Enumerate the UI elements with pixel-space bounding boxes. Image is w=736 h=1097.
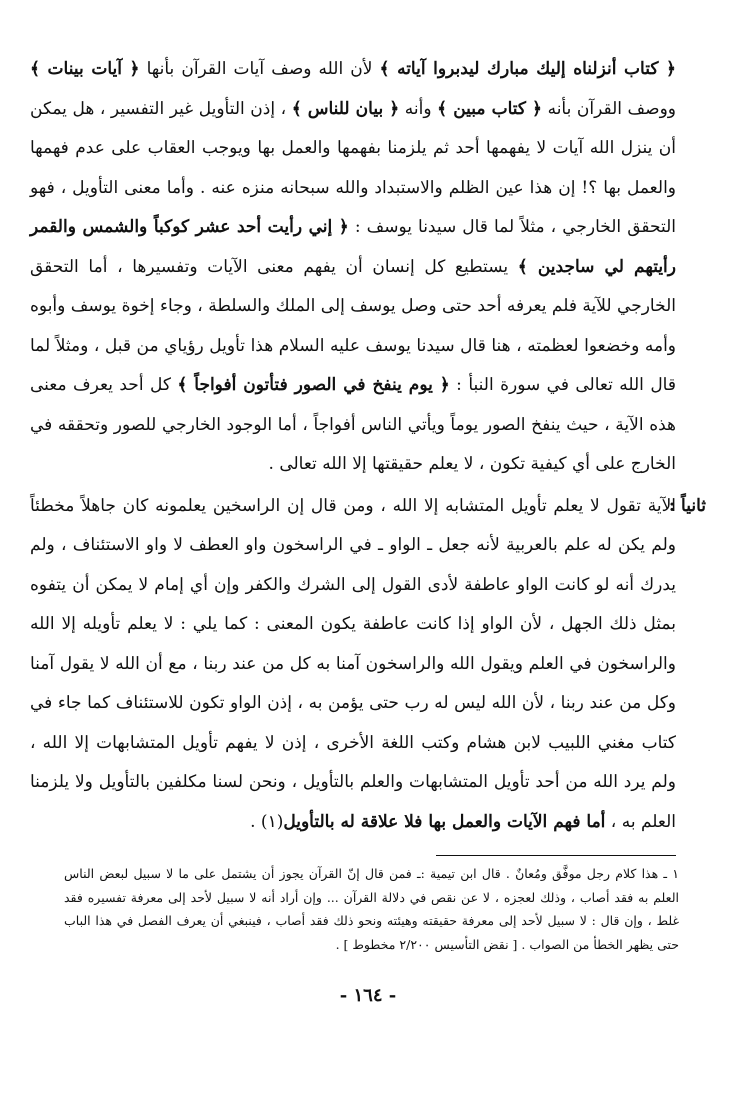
footnotes — [64, 862, 679, 956]
emphasis-text: أما فهم الآيات والعمل بها فلا علاقة له بالتأويل — [283, 811, 606, 832]
quran-quote: ﴿ كتاب مبين ﴾ — [437, 98, 543, 119]
quran-quote: ﴿ يوم ينفخ في الصور فتأتون أفواجاً ﴾ — [177, 375, 450, 395]
section-2 — [30, 487, 706, 843]
footnote-1: ١ ـ هذا كلام رجل موفَّق ومُعانٌ . قال ابن تيمية :ـ فمن قال إنّ القرآن يجوز أن يشتمل على ما لا سبيل لبعض الناس العلم به فقد أصاب ، وذلك لعجزه ، لا عن نقص في دلالة القرآن ... وإن أراد أنه لا سبيل لأحد إلى معرفة تفسيره فقد غلط ، وإن قال : لا سبيل لأحد إلى معرفة حقيقته وهيئته ونحو ذلك فقد أصاب ، فينبغي أن يعرف الفصل في هذا الباب حتى يظهر الخطأ من الصواب . [ نقض التأسيس ٢/٢٠٠ مخطوط ] . — [64, 866, 679, 952]
text-run: ، إذن التأويل غير التفسير ، هل يمكن أن ينزل الله آيات لا يفهمها أحد ثم يلزمنا بفهمها والعمل بها ويوجب العقاب على عدم فهمها والعمل بها ؟! إن هذا عين الظلم والاستبداد والله سبحانه منزه عنه . وأما معنى التأويل ، فهو التحقق الخارجي ، مثلاً لما قال سيدنا يوسف : — [30, 98, 676, 237]
quran-quote: ﴿ كتاب أنزلناه إليك مبارك ليدبروا آياته ﴾ — [379, 59, 676, 79]
page-number: - ١٦٤ - — [339, 985, 397, 1006]
text-run: وأنه — [399, 98, 438, 119]
text-run: ووصف القرآن بأنه — [542, 98, 676, 119]
footnote-divider — [436, 855, 676, 856]
text-run: الآية تقول لا يعلم تأويل المتشابه إلا الله ، ومن قال إن الراسخين يعلمونه كان جاهلاً مخطئاً ولم يكن له علم بالعربية لأنه جعل ـ الواو ـ في الراسخون واو العطف لا واو الاستئناف ، ولم يدرك أنه لو كانت الواو عاطفة لأدى القول إلى الشرك والكفر وإن أي إمام لا يمكن أن يتفوه بمثل ذلك الجهل ، لأن الواو إذا كانت عاطفة يكون المعنى : كما يلي : لا يعلم تأويله إلا الله والراسخون في العلم ويقول الله والراسخون آمنا به كل من عند ربنا ، مع أن الله لا يقول آمنا وكل من عند ربنا ، لأن الله ليس له رب حتى يؤمن به ، إذن الواو تكون للاستئناف كما جاء في كتاب مغني اللبيب لابن هشام وكتب اللغة الأخرى ، إذن لا يفهم تأويل المتشابهات إلا الله ، ولم يرد الله من أحد تأويل المتشابهات والعلم بالتأويل ، ونحن لسنا مكلفين بالتأويل ولا يلزمنا العلم به ، — [30, 495, 676, 832]
text-run: كل أحد يعرف معنى هذه الآية ، حيث ينفخ الصور يوماً ويأتي الناس أفواجاً ، أما الوجود الخارجي للصور وتحققه في الخارج على أي كيفية تكون ، لا يعلم حقيقتها إلا الله تعالى . — [30, 375, 676, 474]
quran-quote: ﴿ آيات بينات ﴾ — [30, 59, 140, 79]
paragraph-2 — [30, 487, 676, 843]
quran-quote: ﴿ إني رأيت أحد عشر كوكباً والشمس والقمر رأيتهم لي ساجدين ﴾ — [30, 217, 676, 277]
section-label: ثانياً : — [668, 495, 706, 516]
text-run: لأن الله وصف آيات القرآن بأنها — [139, 59, 380, 79]
paragraph-1 — [30, 50, 676, 485]
text-run: يستطيع كل إنسان أن يفهم معنى الآيات وتفسيرها ، أما التحقق الخارجي للآية فلم يعرفه أحد حتى وصل يوسف إلى الملك والسلطة ، وجاء إخوة يوسف وأبوه وأمه وخضعوا لعظمته ، هنا قال سيدنا يوسف عليه السلام هذا تأويل رؤياي من قبل ، ومثلاً لما قال الله تعالى في سورة النبأ : — [30, 256, 676, 395]
footnote-marker: (١) . — [250, 811, 284, 832]
quran-quote: ﴿ بيان للناس ﴾ — [291, 98, 400, 119]
page-body — [30, 50, 706, 842]
